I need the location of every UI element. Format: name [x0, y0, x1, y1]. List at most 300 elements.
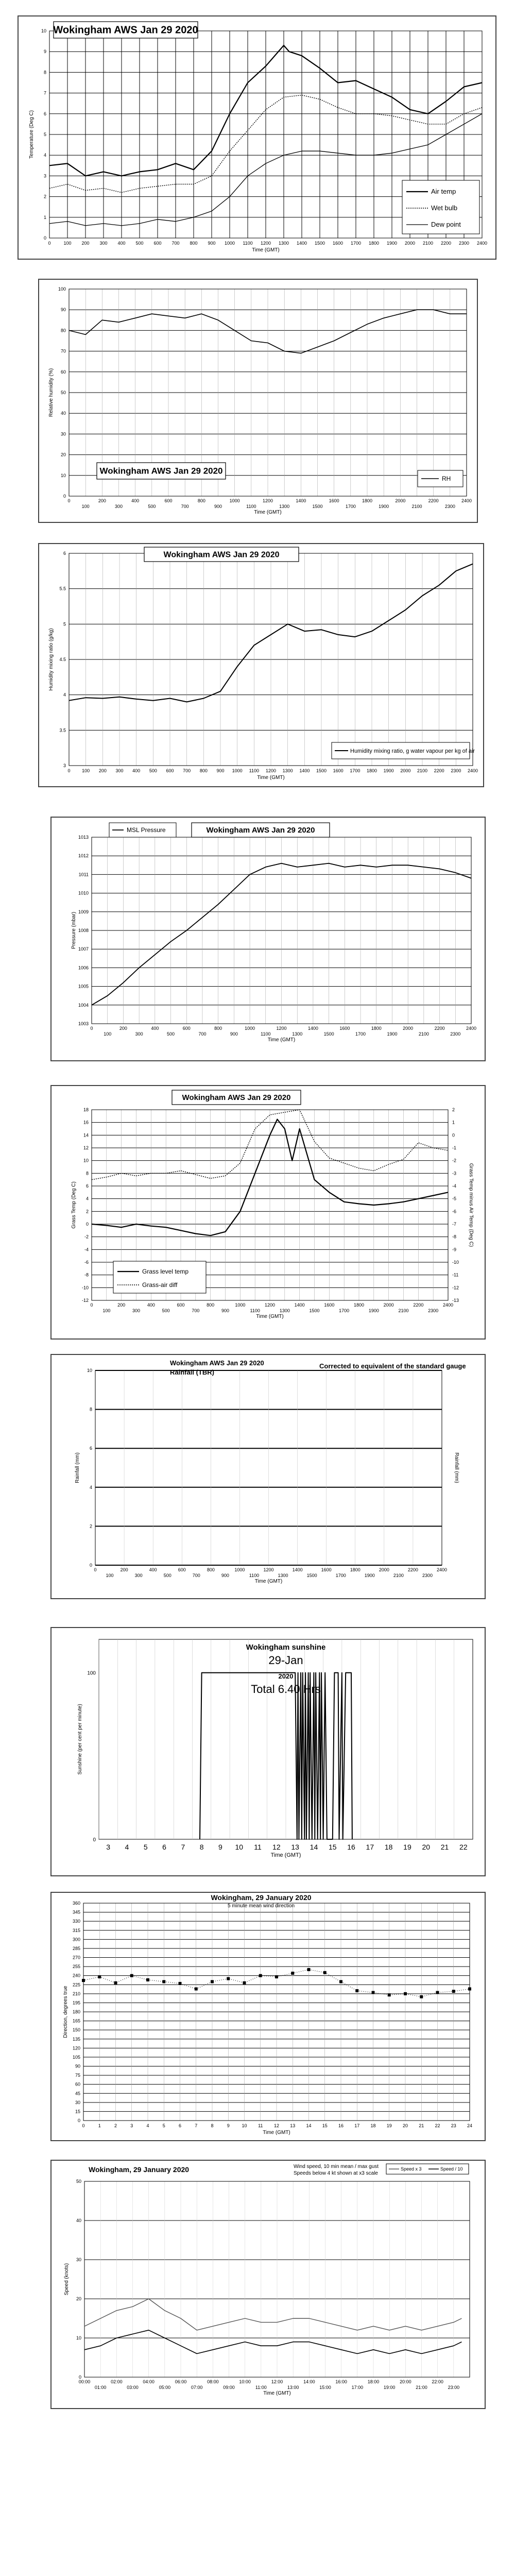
x-tick-label: 22 [459, 1843, 468, 1851]
chart-panel-pressure [50, 817, 486, 1061]
y-tick-label: 1013 [78, 835, 89, 840]
x-tick-label: 11 [254, 1843, 262, 1851]
y-tick-label: 360 [72, 1901, 80, 1906]
x-axis-label: Time (GMT) [254, 510, 282, 515]
legend-label: Air temp [431, 188, 456, 195]
chart-date: 29-Jan [268, 1654, 303, 1667]
x-tick-label: 2400 [436, 1567, 448, 1572]
x-tick-label: 300 [135, 1031, 143, 1037]
x-tick-label: 300 [99, 241, 108, 246]
x-tick-label: 19 [403, 1843, 411, 1851]
x-tick-label: 15 [328, 1843, 337, 1851]
y2-axis-label: Grass Temp minus Air Temp (Deg C) [468, 1163, 474, 1247]
x-tick-label: 05:00 [159, 2385, 171, 2390]
x-tick-label: 22:00 [432, 2379, 443, 2384]
x-tick-label: 8 [211, 2123, 214, 2128]
sunshine-chart [52, 1628, 485, 1875]
x-tick-label: 1600 [324, 1302, 335, 1308]
data-point [275, 1975, 278, 1978]
data-point [195, 1987, 198, 1990]
x-tick-label: 1300 [279, 504, 290, 509]
chart-annotation: Corrected to equivalent of the standard gauge [319, 1362, 466, 1370]
y-tick-label: 40 [76, 2218, 81, 2223]
x-tick-label: 21 [440, 1843, 449, 1851]
x-tick-label: 0 [82, 2123, 85, 2128]
x-tick-label: 1900 [387, 1031, 398, 1037]
x-tick-label: 18 [370, 2123, 376, 2128]
x-tick-label: 300 [132, 1308, 141, 1313]
y-tick-label: 105 [72, 2054, 80, 2060]
chart-title: Wokingham sunshine [246, 1643, 326, 1652]
x-tick-label: 500 [162, 1308, 170, 1313]
x-tick-label: 1200 [262, 498, 273, 503]
y-tick-label: 6 [85, 1183, 89, 1189]
y-tick-label: 10 [60, 472, 66, 478]
y-tick-label: 6 [89, 1446, 92, 1451]
y2-tick-label: -5 [452, 1196, 457, 1201]
x-tick-label: 1900 [386, 241, 398, 246]
x-tick-label: 100 [104, 1031, 112, 1037]
x-tick-label: 1800 [362, 498, 373, 503]
y-tick-label: 2 [89, 1523, 92, 1529]
y-tick-label: 8 [89, 1406, 92, 1412]
x-tick-label: 1000 [245, 1026, 255, 1031]
x-tick-label: 2200 [428, 498, 439, 503]
y-tick-label: 0 [78, 2375, 81, 2380]
y2-tick-label: -2 [452, 1158, 457, 1163]
x-tick-label: 18:00 [367, 2379, 380, 2384]
x-tick-label: 12 [273, 2123, 280, 2128]
x-tick-label: 2000 [400, 768, 411, 773]
y-tick-label: 0 [77, 2118, 80, 2123]
x-tick-label: 900 [230, 1031, 238, 1037]
x-tick-label: 0 [48, 241, 51, 246]
y-tick-label: 4 [43, 152, 46, 158]
x-axis-label: Time (GMT) [267, 1037, 296, 1043]
data-point [291, 1972, 294, 1975]
x-tick-label: 9 [227, 2123, 230, 2128]
chart-title: Wokingham, 29 January 2020 [211, 1893, 312, 1902]
x-tick-label: 200 [119, 1026, 127, 1031]
y-tick-label: 0 [85, 1222, 89, 1227]
y-tick-label: 0 [43, 235, 46, 241]
x-tick-label: 14:00 [303, 2379, 315, 2384]
relative-humidity-chart [39, 280, 477, 522]
y-tick-label: 210 [72, 1991, 80, 1996]
x-tick-label: 400 [131, 498, 140, 503]
data-point [162, 1980, 165, 1983]
x-tick-label: 1000 [232, 768, 243, 773]
x-tick-label: 700 [183, 768, 191, 773]
x-tick-label: 2200 [434, 768, 444, 773]
x-tick-label: 100 [63, 241, 72, 246]
data-point [146, 1978, 149, 1981]
y-tick-label: 1007 [78, 946, 89, 952]
x-tick-label: 5 [143, 1843, 148, 1851]
y-tick-label: 330 [72, 1919, 80, 1924]
y-tick-label: 30 [75, 2099, 80, 2105]
x-tick-label: 1200 [276, 1026, 287, 1031]
x-tick-label: 1700 [350, 768, 360, 773]
x-tick-label: 2200 [407, 1567, 418, 1572]
x-tick-label: 1500 [306, 1573, 317, 1578]
y-tick-label: 4 [63, 692, 66, 698]
x-tick-label: 900 [208, 241, 216, 246]
y-axis-label: Relative humidity (%) [48, 368, 54, 417]
data-point [307, 1968, 311, 1971]
x-tick-label: 100 [102, 1308, 111, 1313]
chart-note: Speeds below 4 kt shown at x3 scale [294, 2171, 378, 2176]
x-tick-label: 23:00 [448, 2385, 460, 2390]
y-tick-label: 2 [85, 1209, 89, 1214]
series-line-speed-10 [84, 2330, 461, 2354]
x-tick-label: 1100 [243, 241, 253, 246]
x-tick-label: 1700 [345, 504, 356, 509]
x-tick-label: 1600 [332, 241, 344, 246]
x-tick-label: 500 [135, 241, 144, 246]
legend-label: Grass-air diff [142, 1281, 178, 1289]
x-tick-label: 400 [151, 1026, 159, 1031]
x-axis-label: Time (GMT) [263, 2130, 290, 2136]
x-tick-label: 03:00 [127, 2385, 139, 2390]
series-line-sunshine [200, 1673, 352, 1839]
x-tick-label: 800 [197, 498, 205, 503]
y2-tick-label: -11 [452, 1272, 459, 1278]
x-tick-label: 1100 [249, 1573, 260, 1578]
y-tick-label: 1 [43, 214, 46, 220]
x-tick-label: 07:00 [191, 2385, 203, 2390]
x-tick-label: 06:00 [175, 2379, 187, 2384]
y-axis-label: Pressure (mbar) [71, 911, 77, 950]
y-tick-label: 5 [43, 132, 46, 137]
y-tick-label: 1008 [78, 928, 89, 933]
data-point [114, 1981, 117, 1985]
x-tick-label: 300 [114, 504, 123, 509]
legend-label: Grass level temp [142, 1268, 189, 1275]
x-tick-label: 1400 [296, 241, 307, 246]
temperature-chart [19, 16, 495, 259]
y-tick-label: 8 [85, 1171, 89, 1176]
x-tick-label: 2000 [383, 1302, 394, 1308]
x-tick-label: 7 [195, 2123, 198, 2128]
x-tick-label: 1100 [246, 504, 256, 509]
y-tick-label: 4 [89, 1484, 92, 1490]
x-axis-label: Time (GMT) [254, 1579, 283, 1584]
x-tick-label: 14 [306, 2123, 312, 2128]
x-tick-label: 1300 [278, 241, 289, 246]
x-tick-label: 2100 [398, 1308, 409, 1313]
y2-tick-label: 2 [452, 1107, 455, 1112]
x-tick-label: 15 [322, 2123, 328, 2128]
x-tick-label: 600 [166, 768, 174, 773]
x-tick-label: 15:00 [319, 2385, 331, 2390]
x-tick-label: 0 [90, 1302, 93, 1308]
pressure-chart [52, 818, 485, 1060]
chart-subtitle: Wind speed, 10 min mean / max gust [294, 2164, 379, 2170]
y-tick-label: 195 [72, 2000, 80, 2006]
x-tick-label: 200 [98, 498, 106, 503]
y-tick-label: 80 [60, 328, 66, 333]
y-tick-label: 1004 [78, 1002, 89, 1008]
x-tick-label: 10 [235, 1843, 244, 1851]
y2-tick-label: -9 [452, 1247, 457, 1252]
x-tick-label: 6 [162, 1843, 166, 1851]
y-axis-label: Speed (knots) [64, 2263, 70, 2296]
x-tick-label: 900 [214, 504, 222, 509]
x-tick-label: 1400 [299, 768, 310, 773]
x-tick-label: 00:00 [78, 2379, 91, 2384]
y-tick-label: 16 [83, 1120, 89, 1125]
x-tick-label: 2100 [418, 1031, 429, 1037]
x-tick-label: 1 [98, 2123, 101, 2128]
y-tick-label: 10 [83, 1158, 89, 1163]
x-tick-label: 2400 [476, 241, 488, 246]
y-axis-label: Sunshine (per cent per minute) [77, 1704, 83, 1775]
y-tick-label: 150 [72, 2027, 80, 2033]
y-tick-label: 60 [60, 369, 66, 375]
y-tick-label: 4 [85, 1196, 89, 1201]
y-tick-label: 1003 [78, 1021, 89, 1026]
x-tick-label: 18 [384, 1843, 393, 1851]
y-tick-label: 50 [60, 390, 66, 395]
x-tick-label: 10:00 [239, 2379, 251, 2384]
x-tick-label: 10 [242, 2123, 247, 2128]
x-tick-label: 2400 [466, 1026, 477, 1031]
chart-title: Wokingham AWS Jan 29 2020 [53, 24, 198, 36]
x-tick-label: 12 [272, 1843, 281, 1851]
x-tick-label: 800 [190, 241, 198, 246]
data-point [468, 1987, 471, 1990]
x-tick-label: 19:00 [383, 2385, 396, 2390]
x-tick-label: 900 [221, 1308, 230, 1313]
x-tick-label: 2400 [461, 498, 472, 503]
y-tick-label: 90 [75, 2063, 80, 2069]
x-tick-label: 1100 [249, 768, 260, 773]
x-tick-label: 5 [162, 2123, 165, 2128]
x-axis-label: Time (GMT) [270, 1852, 301, 1858]
x-tick-label: 100 [81, 504, 90, 509]
y-tick-label: 12 [83, 1145, 89, 1150]
y-tick-label: 30 [76, 2257, 81, 2262]
x-tick-label: 13 [290, 2123, 296, 2128]
chart-title: Wokingham AWS Jan 29 2020 [182, 1093, 291, 1102]
mixing-ratio-chart [39, 544, 483, 786]
wind-speed-chart [52, 2161, 485, 2408]
x-axis-label: Time (GMT) [252, 247, 280, 253]
x-tick-label: 2200 [434, 1026, 445, 1031]
x-tick-label: 12:00 [271, 2379, 283, 2384]
x-tick-label: 3 [130, 2123, 133, 2128]
chart-title: Wokingham, 29 January 2020 [89, 2165, 190, 2174]
x-tick-label: 1800 [368, 241, 380, 246]
y-tick-label: 1005 [78, 984, 89, 989]
y-tick-label: 3.5 [59, 727, 66, 733]
x-tick-label: 2100 [422, 241, 434, 246]
chart-title: Wokingham AWS Jan 29 2020 [99, 466, 223, 476]
x-tick-label: 1300 [282, 768, 293, 773]
x-tick-label: 1300 [292, 1031, 303, 1037]
x-tick-label: 21 [419, 2123, 424, 2128]
y-tick-label: -12 [81, 1298, 89, 1303]
y-tick-label: 285 [72, 1945, 80, 1951]
x-axis-label: Time (GMT) [263, 2391, 291, 2396]
x-tick-label: 700 [192, 1308, 200, 1313]
x-tick-label: 700 [198, 1031, 207, 1037]
y-tick-label: 3 [63, 763, 66, 768]
data-point [227, 1977, 230, 1980]
x-tick-label: 1400 [307, 1026, 318, 1031]
x-tick-label: 2200 [413, 1302, 424, 1308]
x-tick-label: 17 [366, 1843, 374, 1851]
x-tick-label: 2300 [450, 1031, 461, 1037]
wind-direction-chart [52, 1893, 485, 2140]
x-tick-label: 1800 [366, 768, 377, 773]
y-tick-label: -10 [81, 1285, 89, 1291]
x-tick-label: 7 [181, 1843, 185, 1851]
x-tick-label: 500 [167, 1031, 175, 1037]
legend-label: Wet bulb [431, 204, 458, 212]
x-tick-label: 1000 [235, 1302, 246, 1308]
x-tick-label: 1300 [279, 1308, 290, 1313]
y2-tick-label: -3 [452, 1171, 457, 1176]
y-tick-label: 2 [43, 194, 46, 199]
x-tick-label: 1600 [329, 498, 339, 503]
y2-tick-label: -4 [452, 1183, 457, 1189]
x-tick-label: 1900 [364, 1573, 375, 1578]
y2-tick-label: -8 [452, 1234, 457, 1240]
chart-panel-mixing-ratio [38, 543, 484, 787]
x-tick-label: 1600 [333, 768, 344, 773]
x-tick-label: 100 [82, 768, 90, 773]
y-axis-label: Temperature (Deg C) [29, 110, 35, 159]
x-tick-label: 1600 [339, 1026, 350, 1031]
chart-panel-wind-direction [50, 1892, 486, 2141]
data-point [130, 1974, 133, 1977]
x-tick-label: 0 [90, 1026, 93, 1031]
y-tick-label: 0 [89, 1563, 92, 1568]
y-tick-label: 45 [75, 2091, 80, 2096]
y-tick-label: 18 [83, 1107, 89, 1112]
x-tick-label: 600 [178, 1567, 186, 1572]
y-tick-label: 40 [60, 411, 66, 416]
x-tick-label: 400 [147, 1302, 155, 1308]
data-point [82, 1979, 85, 1982]
series-line-speed-x-3 [84, 2299, 461, 2330]
data-point [339, 1980, 342, 1983]
x-tick-label: 600 [164, 498, 173, 503]
x-tick-label: 16:00 [335, 2379, 347, 2384]
x-axis-label: Time (GMT) [257, 775, 285, 781]
x-tick-label: 4 [125, 1843, 129, 1851]
x-tick-label: 1300 [278, 1573, 288, 1578]
x-tick-label: 700 [192, 1573, 200, 1578]
x-tick-label: 1600 [321, 1567, 332, 1572]
y2-tick-label: -10 [452, 1260, 459, 1265]
chart-title: Wokingham AWS Jan 29 2020 [170, 1359, 264, 1367]
x-tick-label: 1900 [379, 504, 389, 509]
x-tick-label: 2300 [444, 504, 455, 509]
y-axis-label: Humidity mixing ratio (g/kg) [48, 628, 54, 691]
x-tick-label: 19 [386, 2123, 392, 2128]
x-tick-label: 800 [207, 1302, 215, 1308]
x-tick-label: 1200 [265, 768, 277, 773]
y-tick-label: 8 [43, 70, 46, 75]
x-tick-label: 0 [67, 768, 71, 773]
x-tick-label: 2000 [404, 241, 416, 246]
y-tick-label: 100 [87, 1670, 96, 1676]
data-point [452, 1990, 455, 1993]
y-tick-label: 20 [76, 2296, 81, 2301]
x-tick-label: 08:00 [207, 2379, 219, 2384]
x-tick-label: 14 [310, 1843, 318, 1851]
x-tick-label: 2000 [395, 498, 406, 503]
y-tick-label: 75 [75, 2073, 80, 2078]
x-tick-label: 13:00 [287, 2385, 299, 2390]
x-tick-label: 1500 [309, 1308, 320, 1313]
x-tick-label: 22 [435, 2123, 440, 2128]
x-tick-label: 02:00 [111, 2379, 123, 2384]
x-tick-label: 2300 [451, 768, 461, 773]
y-tick-label: 9 [43, 49, 46, 55]
y-tick-label: 120 [72, 2045, 80, 2051]
x-tick-label: 20:00 [400, 2379, 411, 2384]
y-tick-label: 14 [83, 1132, 89, 1138]
y-axis-label: Direction, degrees true [63, 1986, 68, 2038]
x-tick-label: 800 [199, 768, 208, 773]
x-tick-label: 6 [178, 2123, 182, 2128]
y2-tick-label: -13 [452, 1298, 459, 1303]
x-tick-label: 2100 [393, 1573, 404, 1578]
chart-total: Total 6.40 Hrs [251, 1683, 321, 1696]
y-tick-label: 6 [63, 551, 66, 556]
x-tick-label: 200 [120, 1567, 128, 1572]
x-tick-label: 1500 [316, 768, 327, 773]
y-tick-label: 270 [72, 1955, 80, 1960]
x-tick-label: 09:00 [223, 2385, 235, 2390]
legend-label: Speed x 3 [401, 2166, 422, 2172]
y-tick-label: 10 [76, 2335, 81, 2341]
x-tick-label: 11 [258, 2123, 263, 2128]
y-tick-label: 30 [60, 431, 66, 437]
chart-subtitle: 5 minute mean wind direction [227, 1903, 295, 1909]
y2-axis-label: Rainfall (mm) [454, 1452, 459, 1483]
chart-title: Wokingham AWS Jan 29 2020 [206, 826, 315, 835]
x-tick-label: 1100 [261, 1031, 271, 1037]
legend-label: Humidity mixing ratio, g water vapour per kg of air [350, 748, 475, 754]
data-point [420, 1995, 423, 1998]
x-tick-label: 100 [106, 1573, 114, 1578]
x-tick-label: 500 [163, 1573, 171, 1578]
y-tick-label: 165 [72, 2018, 80, 2024]
y-axis-label: Grass Temp (Deg C) [71, 1181, 77, 1229]
chart-title: Wokingham AWS Jan 29 2020 [163, 550, 280, 560]
y2-tick-label: -7 [452, 1222, 457, 1227]
x-tick-label: 20 [422, 1843, 431, 1851]
y-tick-label: 15 [75, 2109, 80, 2114]
x-tick-label: 1200 [263, 1567, 274, 1572]
chart-year: 2020 [278, 1672, 294, 1680]
x-tick-label: 20 [402, 2123, 408, 2128]
x-tick-label: 2400 [442, 1302, 454, 1308]
x-tick-label: 4 [146, 2123, 149, 2128]
y2-tick-label: 1 [452, 1120, 455, 1125]
y-tick-label: 1010 [78, 890, 89, 896]
y-tick-label: 50 [76, 2179, 81, 2184]
y-tick-label: 6 [43, 111, 46, 116]
x-tick-label: 200 [117, 1302, 126, 1308]
x-tick-label: 700 [171, 241, 180, 246]
x-tick-label: 21:00 [416, 2385, 427, 2390]
